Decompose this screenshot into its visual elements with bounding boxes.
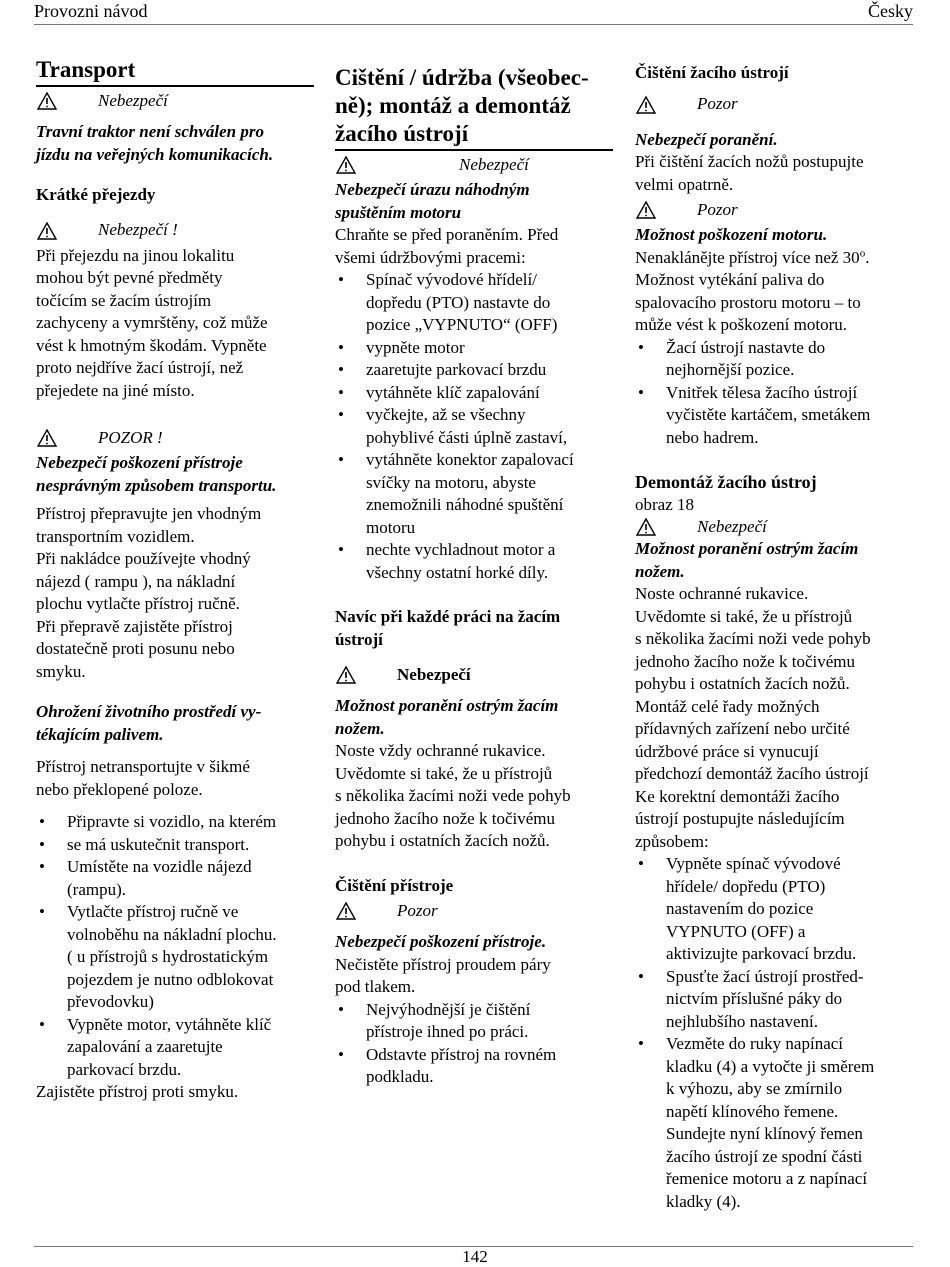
warning-block <box>36 87 314 115</box>
warning-triangle-icon <box>635 517 657 537</box>
list-item: • Vytlačte přístroj ručně ve volnoběhu na nákladní plochu. ( u přístrojů s hydrostatickým pojezdem je nutno odblokovat převodovku) <box>36 901 314 1014</box>
section-title-cleaning: Cištění / údržba (všeobec- ně); montáž a demontáž žacího ústrojí <box>335 64 613 151</box>
list-item: • Nejvýhodnější je čištění přístroje ihned po práci. <box>335 999 613 1044</box>
paragraph: Uvědomte si také, že u přístrojů <box>335 763 553 783</box>
paragraph: vést k hmotným škodám. Vypněte <box>36 335 267 355</box>
warning-text: Travní traktor není schválen pro <box>36 122 264 141</box>
warning-label: Nebezpečí <box>459 154 529 174</box>
warning-text: Nebezpečí úrazu náhodným <box>335 180 530 199</box>
list-item: • Připravte si vozidlo, na kterém <box>36 811 314 834</box>
header-left: Provozni návod <box>34 1 148 21</box>
subheading-every-work: Navíc při každé práci na žacím <box>335 607 561 626</box>
paragraph: pohybu i ostatních žacích nožů. <box>635 674 850 693</box>
paragraph: může vést k poškození motoru. <box>635 315 847 334</box>
bullet-list <box>36 811 314 1081</box>
list-item: • Spusťte žací ústrojí prostřed- nictvím příslušné páky do nejhlubšího nastavení. <box>635 966 913 1034</box>
paragraph: Při nakládce používejte vhodný <box>36 549 251 568</box>
list-item: • zaaretujte parkovací brzdu <box>335 359 613 382</box>
warning-text: Nebezpečí poranění. <box>635 129 778 149</box>
warning-label: Nebezpečí <box>697 516 767 536</box>
paragraph: všemi údržbovými pracemi: <box>335 247 526 267</box>
header-right: Česky <box>868 1 913 21</box>
paragraph: plochu vytlačte přístroj ručně. <box>36 594 240 613</box>
paragraph: přídavných zařízení nebo určité <box>635 719 850 738</box>
list-item: • Umístěte na vozidle nájezd (rampu). <box>36 856 314 901</box>
paragraph: proto nejdříve žací ústrojí, než <box>36 358 244 377</box>
paragraph: velmi opatrně. <box>635 174 734 194</box>
bullet-list <box>635 853 913 1213</box>
paragraph: Montáž celé řady možných <box>635 696 820 716</box>
subheading-short-trips: Krátké přejezdy <box>36 185 156 204</box>
paragraph: Nenaklánějte přístroj více než 30$^o$. <box>635 246 870 267</box>
warning-text: Možnost poranění ostrým žacím <box>635 539 859 558</box>
list-item: • Vezměte do ruky napínací kladku (4) a vytočte ji směrem k výhozu, aby se zmírnilo napětí klínového řemene. Sundejte nyní klínový řemen žacího ústrojí ze spodní části řemenice motoru a z napínací kladky (4). <box>635 1033 913 1213</box>
warning-label: Pozor <box>397 900 438 920</box>
paragraph: způsobem: <box>635 831 709 851</box>
warning-text: Nebezpečí poškození přístroje. <box>335 932 547 951</box>
paragraph: Možnost vytékání paliva do <box>635 270 825 289</box>
subheading-dismantling: Demontáž žacího ústroj <box>635 472 817 492</box>
paragraph: nájezd ( rampu ), na nákladní <box>36 571 236 591</box>
warning-text: spuštěním motoru <box>335 202 462 222</box>
subheading-device-cleaning: Čištění přístroje <box>335 875 454 895</box>
list-item: • Spínač vývodové hřídelí/ dopředu (PTO) nastavte do pozice „VYPNUTO“ (OFF) <box>335 269 613 337</box>
warning-triangle-icon <box>36 428 58 448</box>
list-item: • Žací ústrojí nastavte do nejhornější pozice. <box>635 337 913 382</box>
paragraph: Přístroj přepravujte jen vhodným <box>36 504 262 523</box>
warning-text: Možnost poranění ostrým žacím <box>335 696 559 715</box>
warning-text: jízdu na veřejných komunikacích. <box>36 144 274 164</box>
paragraph: jednoho žacího nože k točivému <box>635 651 855 671</box>
paragraph: pod tlakem. <box>335 977 416 996</box>
warning-triangle-icon <box>335 901 357 921</box>
warning-text: nožem. <box>635 561 685 581</box>
paragraph: mohou být pevné předměty <box>36 268 223 287</box>
warning-block <box>635 91 913 119</box>
bullet-list <box>335 269 613 584</box>
warning-label: Nebezpečí <box>98 90 168 110</box>
warning-label: POZOR ! <box>98 427 163 447</box>
page-header <box>34 0 913 25</box>
paragraph: Noste vždy ochranné rukavice. <box>335 741 546 760</box>
warning-block <box>335 151 613 179</box>
paragraph: přejedete na jiné místo. <box>36 380 195 400</box>
paragraph: Při přejezdu na jinou lokalitu <box>36 245 235 265</box>
warning-triangle-icon <box>36 221 58 241</box>
warning-block <box>635 196 913 224</box>
paragraph: nebo překlopené poloze. <box>36 779 203 799</box>
subheading-every-work: ústrojí <box>335 629 383 649</box>
paragraph: Při přepravě zajistěte přístroj <box>36 616 233 636</box>
column-2 <box>335 64 613 1089</box>
paragraph: Při čištění žacích nožů postupujte <box>635 152 864 171</box>
subheading-environment: Ohrožení životního prostředí vy- <box>36 702 262 721</box>
subheading-mower-cleaning: Čištění žacího ústrojí <box>635 63 789 82</box>
paragraph: spalovacího prostoru motoru – to <box>635 292 861 312</box>
paragraph: točícím se žacím ústrojím <box>36 290 212 310</box>
column-3 <box>635 62 913 1213</box>
paragraph: pohybu i ostatních žacích nožů. <box>335 831 550 850</box>
warning-label: Pozor <box>697 94 738 114</box>
warning-label: Pozor <box>697 199 738 219</box>
list-item: • vytáhněte klíč zapalování <box>335 382 613 405</box>
bullet-list <box>635 337 913 450</box>
page-number: 142 <box>462 1247 488 1266</box>
paragraph: s několika žacími noži vede pohyb <box>635 629 871 648</box>
section-title-transport: Transport <box>36 56 314 87</box>
list-item: • vytáhněte konektor zapalovací svíčky na motoru, abyste znemožnili náhodné spuštění motoru <box>335 449 613 539</box>
paragraph: Nečistěte přístroj proudem páry <box>335 954 551 974</box>
warning-label: Nebezpečí <box>397 664 471 684</box>
paragraph: Uvědomte si také, že u přístrojů <box>635 606 853 626</box>
paragraph: předchozí demontáž žacího ústrojí <box>635 764 869 783</box>
list-item: • nechte vychladnout motor a všechny ostatní horké díly. <box>335 539 613 584</box>
subheading-environment: tékajícím palivem. <box>36 724 164 744</box>
paragraph: Noste ochranné rukavice. <box>635 584 809 603</box>
paragraph: ústrojí postupujte následujícím <box>635 809 845 828</box>
paragraph: údržbové práce si vynucují <box>635 741 819 761</box>
warning-block <box>335 897 613 925</box>
warning-block <box>36 217 314 245</box>
paragraph: dostatečně proti posunu nebo <box>36 639 235 658</box>
list-item: • Vnitřek tělesa žacího ústrojí vyčistěte kartáčem, smetákem nebo hadrem. <box>635 382 913 450</box>
warning-block <box>635 516 913 538</box>
list-item: • Vypněte spínač vývodové hřídele/ dopředu (PTO) nastavením do pozice VYPNUTO (OFF) a aktivizujte parkovací brzdu. <box>635 853 913 966</box>
bullet-list <box>335 999 613 1089</box>
warning-triangle-icon <box>635 200 657 220</box>
warning-text: Nebezpečí poškození přístroje <box>36 453 243 472</box>
warning-label: Nebezpečí ! <box>98 220 178 240</box>
paragraph: Přístroj netransportujte v šikmé <box>36 757 250 776</box>
warning-triangle-icon <box>635 95 657 115</box>
warning-text: nesprávným způsobem transportu. <box>36 475 277 495</box>
paragraph: s několika žacími noži vede pohyb <box>335 786 571 805</box>
paragraph: smyku. <box>36 661 86 681</box>
paragraph: zachyceny a vymrštěny, což může <box>36 313 268 332</box>
warning-triangle-icon <box>36 91 58 111</box>
warning-triangle-icon <box>335 665 357 685</box>
paragraph: Chraňte se před poraněním. Před <box>335 225 559 244</box>
warning-block <box>36 424 314 452</box>
list-item: • Odstavte přístroj na rovném podkladu. <box>335 1044 613 1089</box>
paragraph: transportním vozidlem. <box>36 526 195 546</box>
warning-triangle-icon <box>335 155 357 175</box>
list-item: • Vypněte motor, vytáhněte klíč zapalování a zaaretujte parkovací brzdu. <box>36 1014 314 1082</box>
list-item: • vyčkejte, až se všechny pohyblivé části úplně zastaví, <box>335 404 613 449</box>
paragraph: Ke korektní demontáži žacího <box>635 786 840 806</box>
figure-reference: obraz 18 <box>635 494 695 514</box>
warning-block <box>335 661 613 689</box>
paragraph: jednoho žacího nože k točivému <box>335 808 555 828</box>
paragraph: Zajistěte přístroj proti smyku. <box>36 1082 239 1101</box>
column-1 <box>36 56 314 1104</box>
list-item: • se má uskutečnit transport. <box>36 834 314 857</box>
warning-text: nožem. <box>335 718 385 738</box>
list-item: • vypněte motor <box>335 337 613 360</box>
warning-text: Možnost poškození motoru. <box>635 225 828 244</box>
